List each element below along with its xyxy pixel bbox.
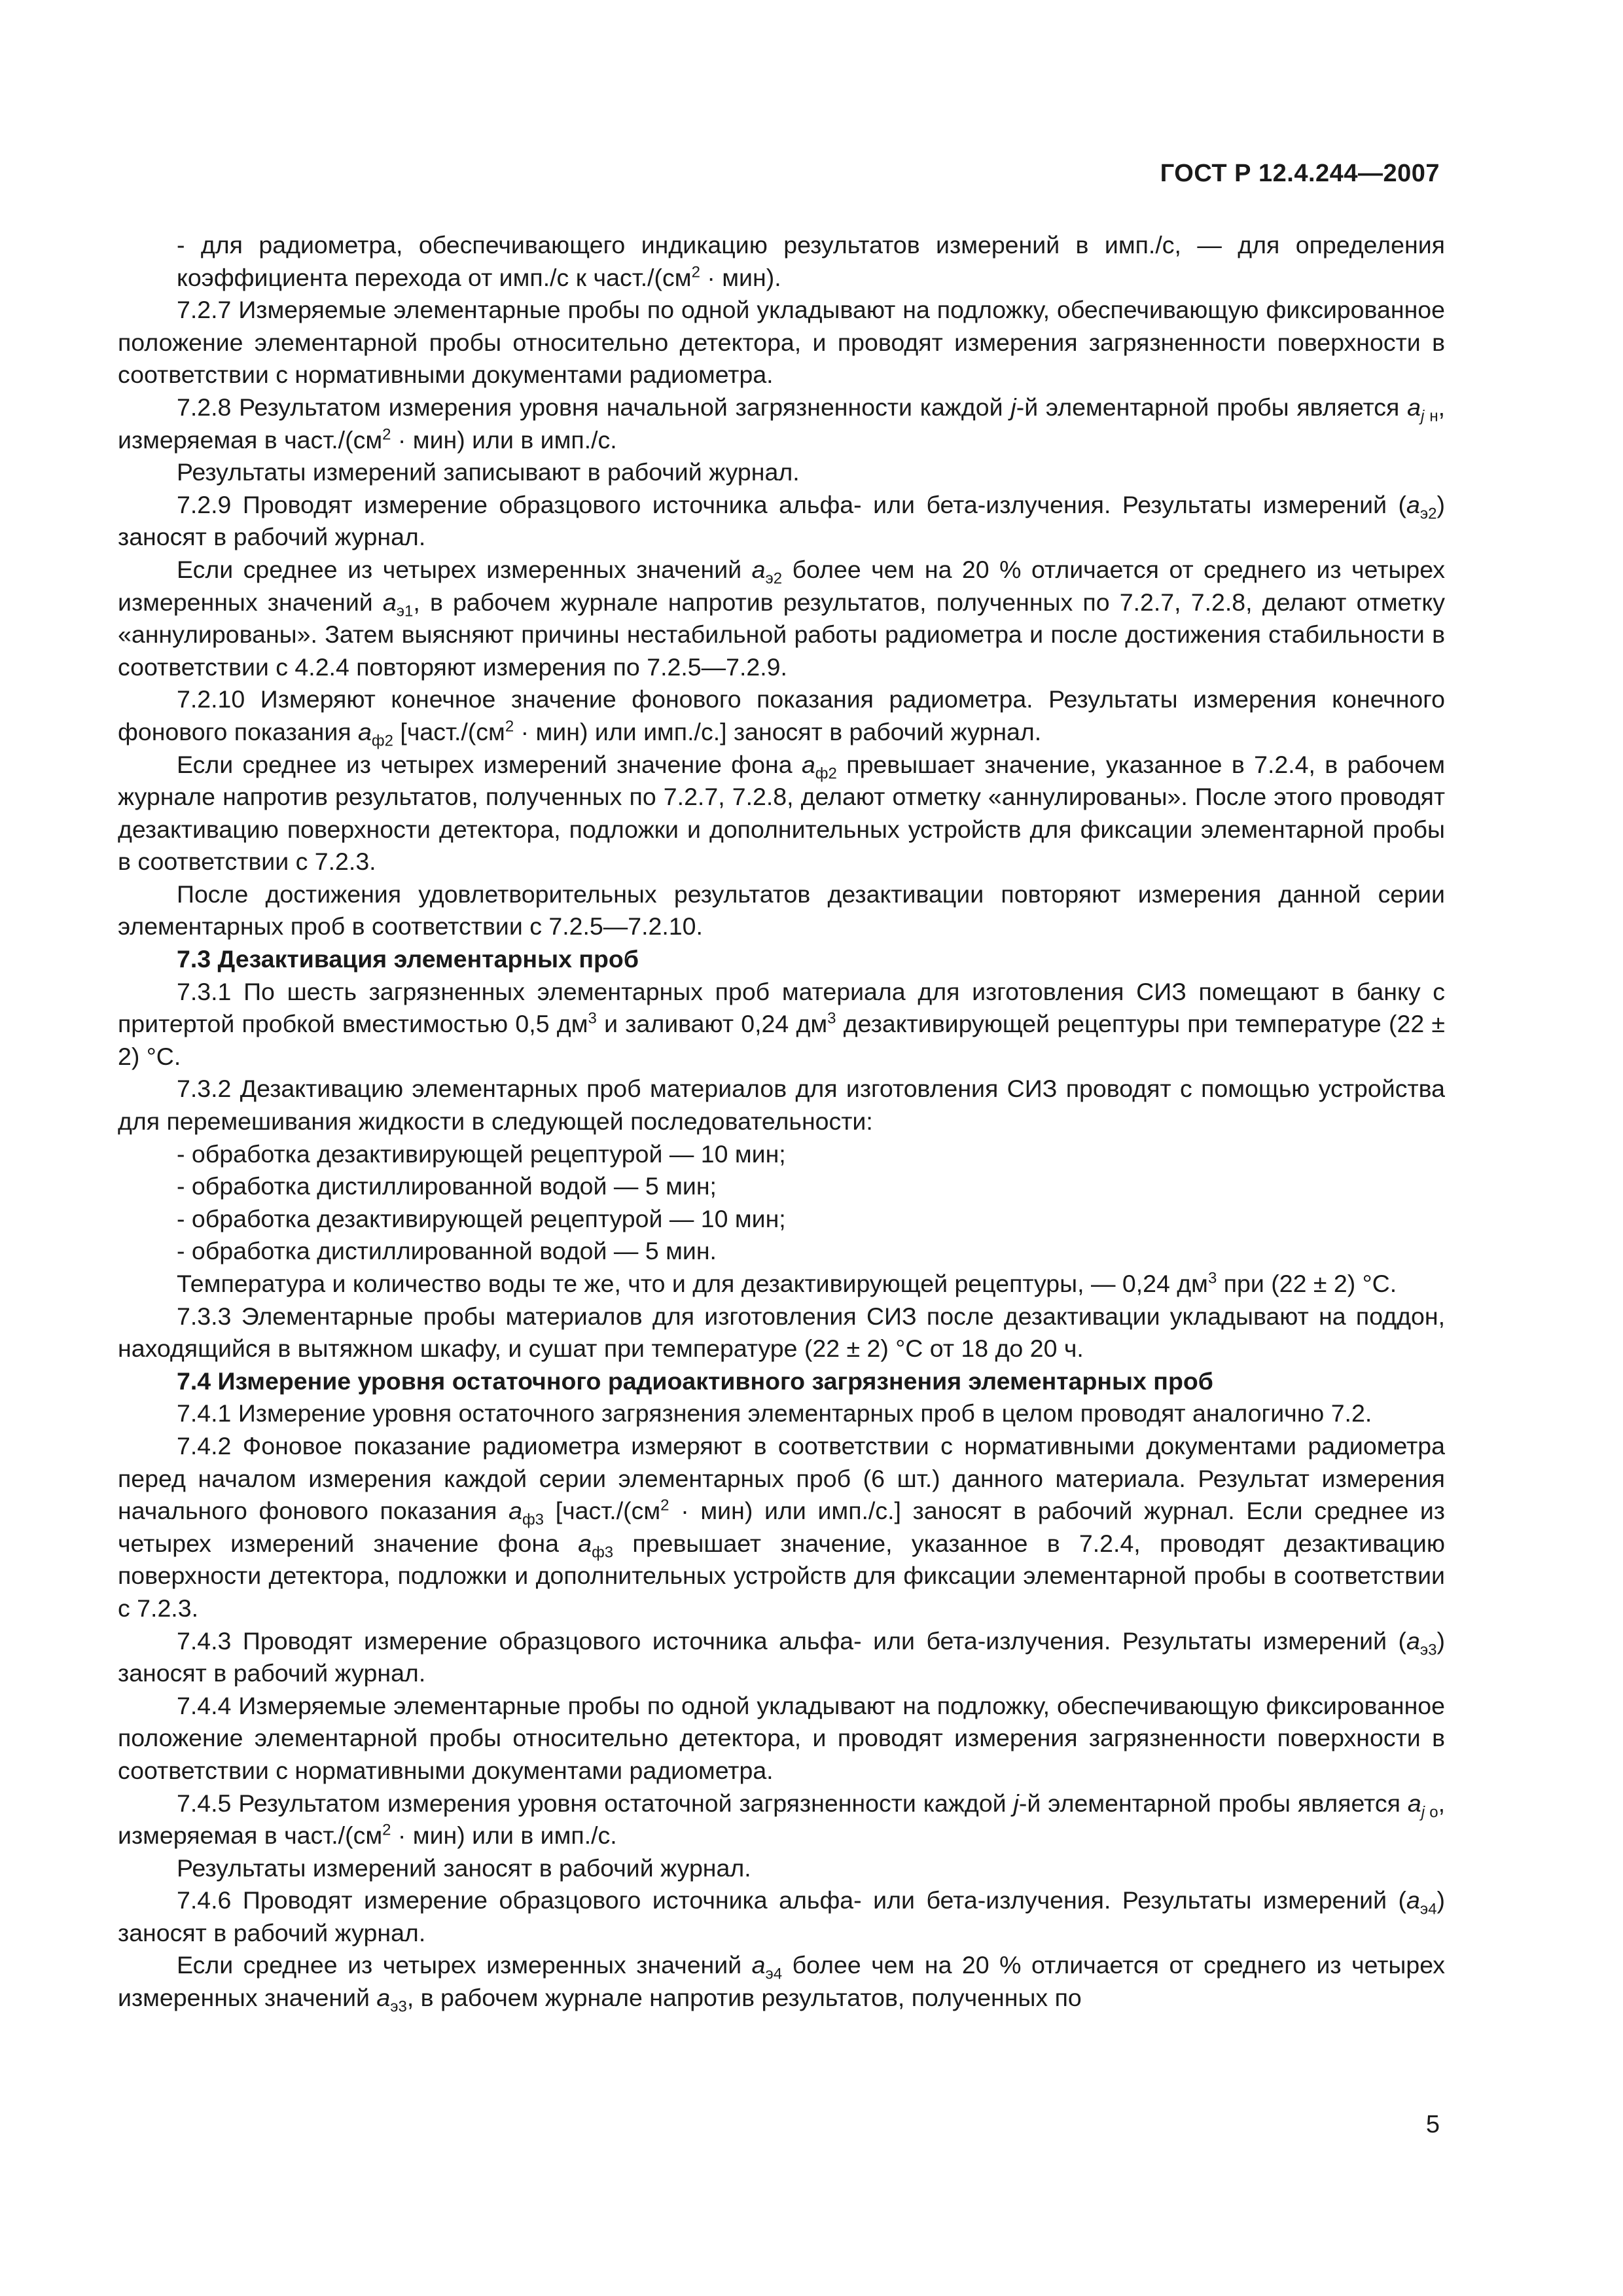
- list-item: - обработка дезактивирующей рецептурой — 10 мин;: [177, 1204, 786, 1232]
- paragraph-7-3-1: 7.3.1 По шесть загрязненных элементарных проб материала для изготовления СИЗ помещают в банку с притертой пробкой вместимостью 0,5 $дм^3$ и заливают 0,24 $дм^3$ дезактивирующей рецептуры при температуре (22 ± 2) °С.: [118, 977, 1446, 1070]
- paragraph-7-3-3: 7.3.3 Элементарные пробы материалов для изготовления СИЗ после дезактивации укладывают на поддон, находящийся в вытяжном шкафу, и сушат при температуре (22 ± 2) °С от 18 до 20 ч.: [118, 1302, 1445, 1363]
- paragraph-7-3-2: 7.3.2 Дезактивацию элементарных проб материалов для изготовления СИЗ проводят с помощью устройства для перемешивания жидкости в следующей последовательности:: [118, 1075, 1445, 1136]
- list-item: - обработка дистиллированной водой — 5 мин;: [177, 1172, 717, 1200]
- paragraph: Если среднее из четырех измерений значение фона $a_{ф2}$ превышает значение, указанное в 7.2.4, в рабочем журнале напротив результатов, полученных по 7.2.7, 7.2.8, делают отметку «аннулированы». После этого проводят дезактивацию поверхности детектора, подложки и дополнительных устройств для фиксации элементарной пробы в соответствии с 7.2.3.: [118, 750, 1445, 876]
- paragraph-7-2-9: 7.2.9 Проводят измерение образцового источника альфа- или бета-излучения. Результаты измерений $(a_{э2})$ заносят в рабочий журнал.: [118, 490, 1445, 551]
- document-header: ГОСТ Р 12.4.244—2007: [1160, 160, 1440, 187]
- paragraph-7-4-4: 7.4.4 Измеряемые элементарные пробы по одной укладывают на подложку, обеспечивающую фиксированное положение элементарной пробы относительно детектора, и проводят измерения загрязненности поверхности в соответствии с нормативными документами радиометра.: [118, 1691, 1445, 1784]
- list-item-radiometer: - для радиометра, обеспечивающего индикацию результатов измерений в имп./с, — для определения коэффициента перехода от имп./с к $част./(см^2 \cdot мин)$.: [177, 231, 1445, 291]
- paragraph: После достижения удовлетворительных результатов дезактивации повторяют измерения данной серии элементарных проб в соответствии с 7.2.5—7.2.10.: [118, 880, 1445, 941]
- list-item: - обработка дистиллированной водой — 5 мин.: [177, 1237, 717, 1265]
- paragraph-7-2-8: 7.2.8 Результатом измерения уровня начальной загрязненности каждой j-й элементарной пробы является $a_{j н}$, измеряемая в $част./(см^2 \cdot мин)$ или в имп./с.: [118, 393, 1446, 454]
- paragraph: Если среднее из четырех измеренных значений $a_{э2}$ более чем на 20 % отличается от среднего из четырех измеренных значений $a_{э1}$, в рабочем журнале напротив результатов, полученных по 7.2.7, 7.2.8, делают отметку «аннулированы». Затем выясняют причины нестабильной работы радиометра и после достижения стабильности в соответствии с 4.2.4 повторяют измерения по 7.2.5—7.2.9.: [118, 555, 1445, 681]
- paragraph: Температура и количество воды те же, что и для дезактивирующей рецептуры, — 0,24 $дм^3$ при (22 ± 2) °С.: [177, 1269, 1397, 1297]
- paragraph-7-4-1: 7.4.1 Измерение уровня остаточного загрязнения элементарных проб в целом проводят аналогично 7.2.: [177, 1399, 1372, 1427]
- paragraph-7-4-6: 7.4.6 Проводят измерение образцового источника альфа- или бета-излучения. Результаты измерений $(a_{э4})$ заносят в рабочий журнал.: [118, 1886, 1445, 1946]
- paragraph-7-2-7: 7.2.7 Измеряемые элементарные пробы по одной укладывают на подложку, обеспечивающую фиксированное положение элементарной пробы относительно детектора, и проводят измерения загрязненности поверхности в соответствии с нормативными документами радиометра.: [118, 296, 1445, 389]
- paragraph-7-4-2: 7.4.2 Фоновое показание радиометра измеряют в соответствии с нормативными документами радиометра перед началом измерения каждой серии элементарных проб (6 шт.) данного материала. Результат измерения начального фонового показания $a_{ф3}$ [$част./(см^2 \cdot мин)$ или имп./с.] заносят в рабочий журнал. Если среднее из четырех измерений значение фона $a_{ф3}$ превышает значение, указанное в 7.2.4, проводят дезактивацию поверхности детектора, подложки и дополнительных устройств для фиксации элементарной пробы в соответствии с 7.2.3.: [118, 1431, 1446, 1622]
- paragraph-7-2-10: 7.2.10 Измеряют конечное значение фонового показания радиометра. Результаты измерения конечного фонового показания $a_{ф2}$ [$част./(см^2 \cdot мин)$ или имп./с.] заносят в рабочий журнал.: [118, 685, 1445, 750]
- page-number: 5: [1425, 2111, 1440, 2138]
- paragraph-7-4-3: 7.4.3 Проводят измерение образцового источника альфа- или бета-излучения. Результаты измерений $(a_{э3})$ заносят в рабочий журнал.: [118, 1626, 1445, 1687]
- paragraph: Результаты измерений записывают в рабочий журнал.: [177, 458, 800, 486]
- paragraph-7-4-5: 7.4.5 Результатом измерения уровня остаточной загрязненности каждой j-й элементарной пробы является $a_{j о}$, измеряемая в $част./(см^2 \cdot мин)$ или в имп./с.: [118, 1789, 1445, 1850]
- paragraph: Результаты измерений заносят в рабочий журнал.: [177, 1854, 751, 1882]
- section-heading-7-4: 7.4 Измерение уровня остаточного радиоактивного загрязнения элементарных проб: [177, 1367, 1213, 1395]
- section-heading-7-3: 7.3 Дезактивация элементарных проб: [177, 945, 639, 973]
- paragraph: Если среднее из четырех измеренных значений $a_{э4}$ более чем на 20 % отличается от среднего из четырех измеренных значений $a_{э3}$, в рабочем журнале напротив результатов, полученных по: [118, 1951, 1445, 2016]
- document-body: [118, 229, 1445, 2015]
- list-item: - обработка дезактивирующей рецептурой — 10 мин;: [177, 1139, 786, 1168]
